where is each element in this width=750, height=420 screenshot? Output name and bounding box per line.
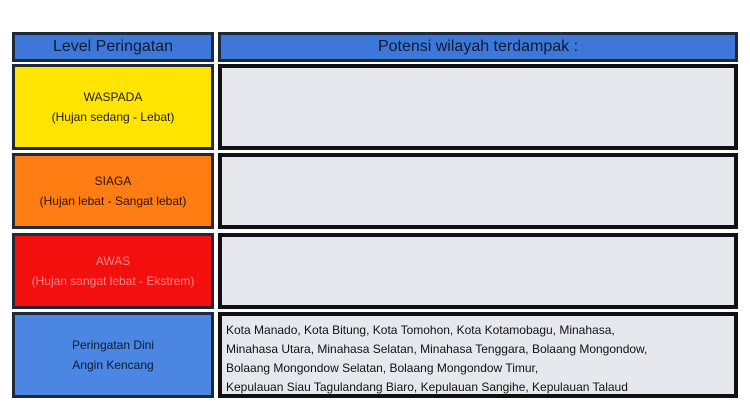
level-description: (Hujan lebat - Sangat lebat) [39,194,187,208]
area-list [222,237,734,242]
level-column-header-label: Level Peringatan [52,38,174,55]
area-cell-awas [218,233,738,309]
level-description: Angin Kencang [72,358,154,372]
area-cell-peringatan-dini [218,312,738,398]
area-list [222,68,734,73]
area-column-header-label: Potensi wilayah terdampak : [377,38,579,55]
level-cell-waspada [12,64,214,150]
area-list: Kota Manado, Kota Bitung, Kota Tomohon, Kota Kotamobagu, Minahasa, Minahasa Utara, Minahasa Selatan, Minahasa Tenggara, Bolaang Mongondow, Bolaang Mongondow Selatan, Bolaang Mongondow Timur, Kepulauan Siau Tagulandang Biaro, Kepulauan Sangihe, Kepulauan Talaud [226,323,648,394]
level-name: WASPADA [83,90,143,104]
area-cell-waspada [218,64,738,150]
area-cell-siaga [218,153,738,229]
area-column-header [218,32,738,62]
level-cell-siaga [12,153,214,229]
level-name: AWAS [95,254,131,268]
level-cell-awas [12,233,214,309]
level-column-header [12,32,214,62]
level-description: (Hujan sangat lebat - Ekstrem) [31,274,195,288]
level-name: Peringatan Dini [71,338,155,352]
level-description: (Hujan sedang - Lebat) [51,110,175,124]
level-cell-peringatan-dini [12,312,214,398]
level-name: SIAGA [94,174,132,188]
area-list [222,157,734,162]
